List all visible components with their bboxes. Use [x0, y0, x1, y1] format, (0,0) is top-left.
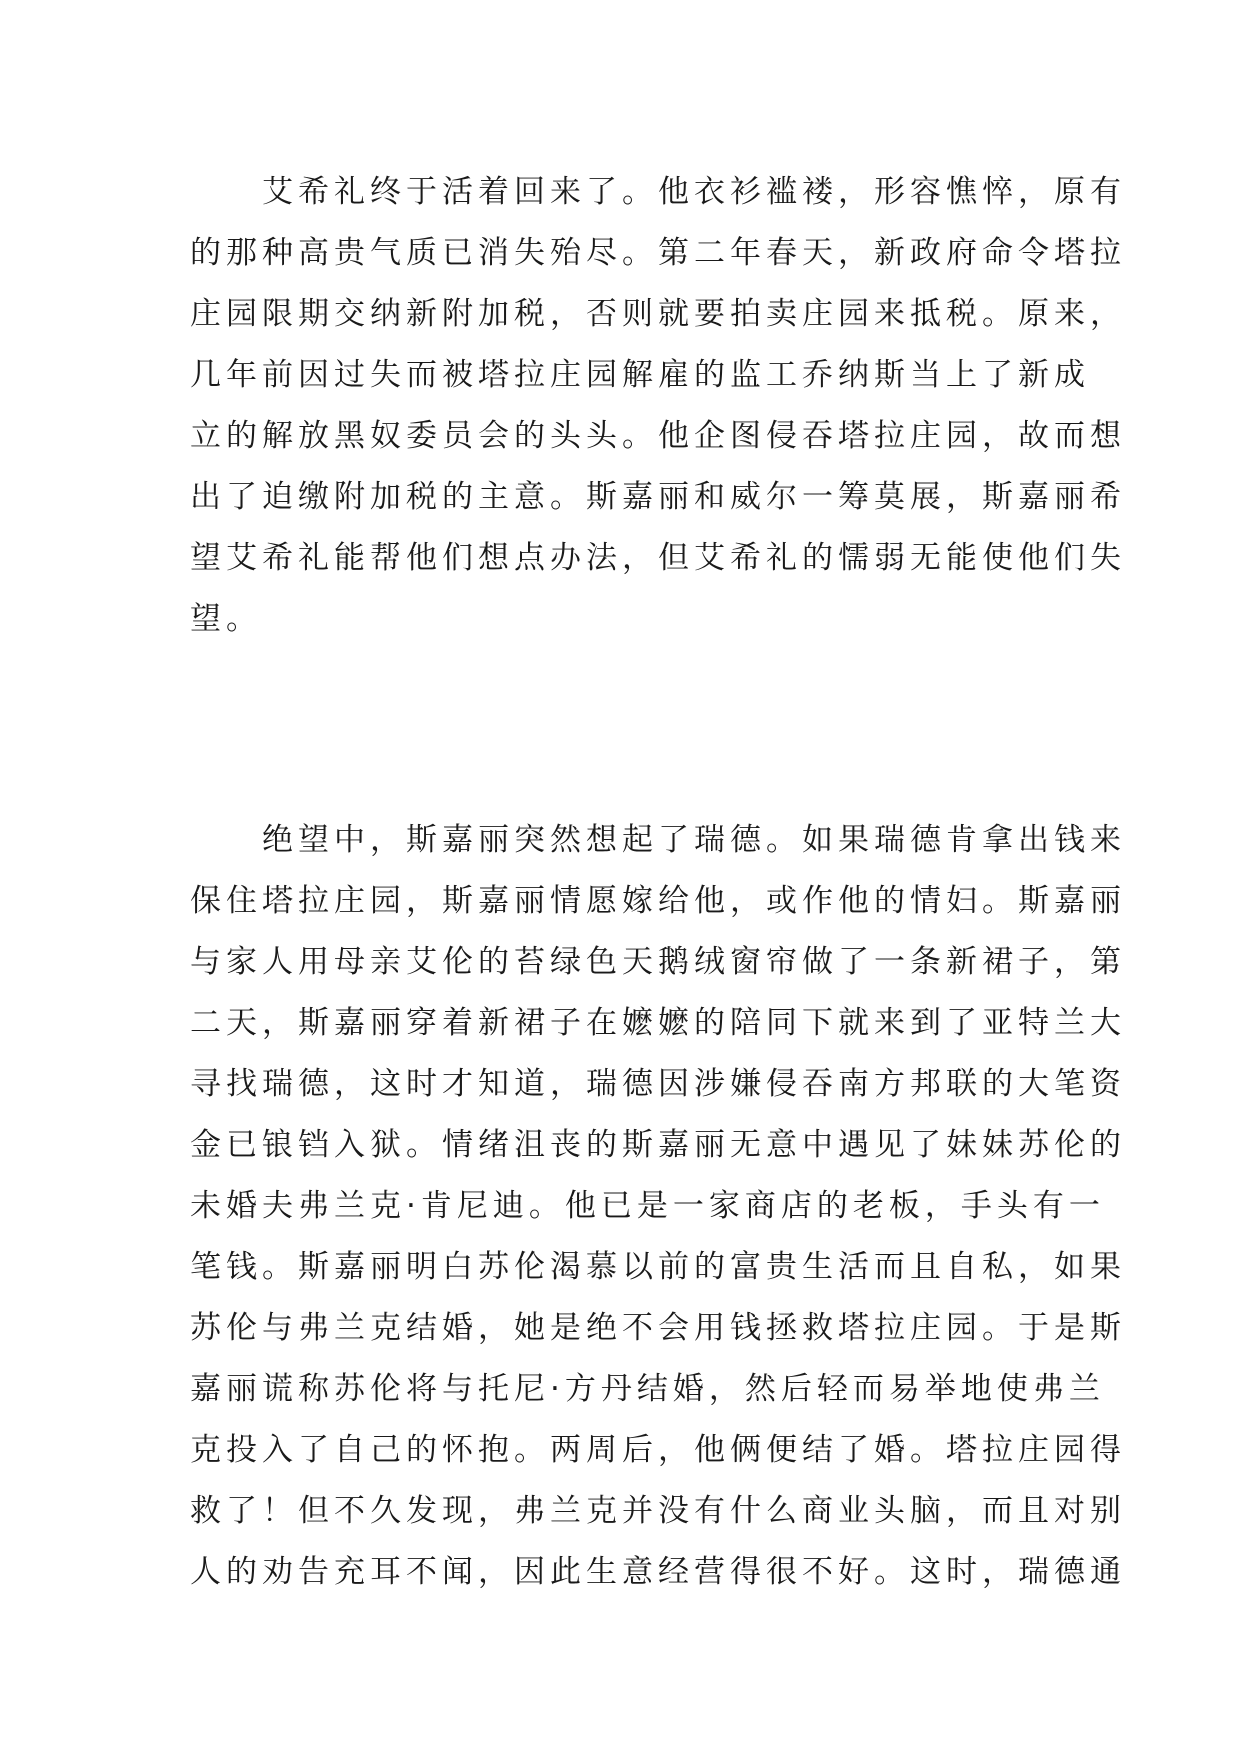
text-line: 苏伦与弗兰克结婚，她是绝不会用钱拯救塔拉庄园。于是斯 — [190, 1310, 1126, 1346]
text-line: 庄园限期交纳新附加税，否则就要拍卖庄园来抵税。原来， — [190, 296, 1126, 332]
text-line: 艾希礼终于活着回来了。他衣衫褴褛，形容憔悴，原有 — [262, 174, 1126, 210]
paragraph-1 — [190, 162, 1126, 650]
text-line: 救了！但不久发现，弗兰克并没有什么商业头脑，而且对别 — [190, 1493, 1126, 1529]
text-line: 绝望中，斯嘉丽突然想起了瑞德。如果瑞德肯拿出钱来 — [262, 822, 1126, 858]
text-line: 二天，斯嘉丽穿着新裙子在嬷嬷的陪同下就来到了亚特兰大 — [190, 1005, 1126, 1041]
text-line: 嘉丽谎称苏伦将与托尼·方丹结婚，然后轻而易举地使弗兰 — [190, 1371, 1105, 1407]
paragraph-2 — [190, 810, 1126, 1603]
text-line: 出了迫缴附加税的主意。斯嘉丽和威尔一筹莫展，斯嘉丽希 — [190, 479, 1126, 515]
text-line: 保住塔拉庄园，斯嘉丽情愿嫁给他，或作他的情妇。斯嘉丽 — [190, 883, 1126, 919]
text-line: 几年前因过失而被塔拉庄园解雇的监工乔纳斯当上了新成 — [190, 357, 1090, 393]
text-line: 笔钱。斯嘉丽明白苏伦渴慕以前的富贵生活而且自私，如果 — [190, 1249, 1126, 1285]
text-line: 克投入了自己的怀抱。两周后，他俩便结了婚。塔拉庄园得 — [190, 1432, 1126, 1468]
text-line: 寻找瑞德，这时才知道，瑞德因涉嫌侵吞南方邦联的大笔资 — [190, 1066, 1126, 1102]
text-line: 望。 — [190, 601, 262, 637]
text-line: 未婚夫弗兰克·肯尼迪。他已是一家商店的老板，手头有一 — [190, 1188, 1105, 1224]
text-line: 立的解放黑奴委员会的头头。他企图侵吞塔拉庄园，故而想 — [190, 418, 1126, 454]
text-line: 与家人用母亲艾伦的苔绿色天鹅绒窗帘做了一条新裙子，第 — [190, 944, 1126, 980]
text-line: 望艾希礼能帮他们想点办法，但艾希礼的懦弱无能使他们失 — [190, 540, 1126, 576]
text-line: 金已锒铛入狱。情绪沮丧的斯嘉丽无意中遇见了妹妹苏伦的 — [190, 1127, 1126, 1163]
text-line: 的那种高贵气质已消失殆尽。第二年春天，新政府命令塔拉 — [190, 235, 1126, 271]
text-line: 人的劝告充耳不闻，因此生意经营得很不好。这时，瑞德通 — [190, 1554, 1126, 1590]
